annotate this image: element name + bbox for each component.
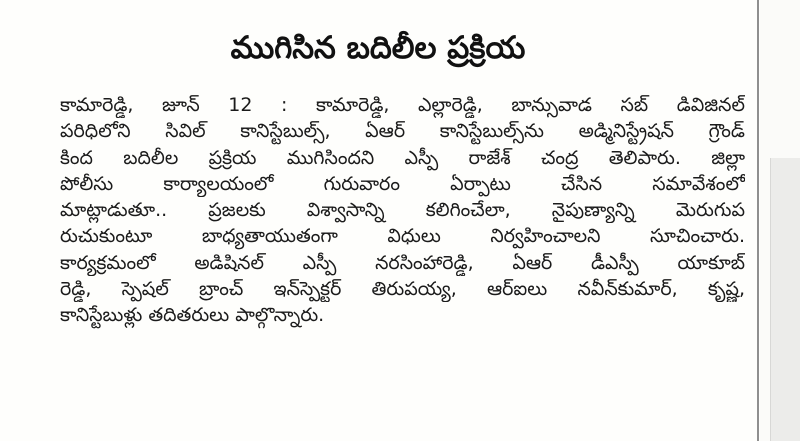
article-line-9: కానిస్టేబుళ్లు తదితరులు పాల్గొన్నారు. [60, 304, 325, 327]
article-line-6: రుచుకుంటూ బాధ్యతాయుతంగా విధులు నిర్వహించాలని సూచించారు. [60, 225, 745, 248]
article-line-7: కార్యక్రమంలో అడిషినల్ ఎస్పీ నరసింహారెడ్డి, ఏఆర్ డీఎస్పీ యాకూబ్ [60, 251, 745, 274]
adjacent-shaded-box [770, 158, 800, 441]
cut-off-previous-line [62, 0, 702, 15]
article-line-4: పోలీసు కార్యాలయంలో గురువారం ఏర్పాటు చేసిన సమావేశంలో [60, 172, 745, 195]
article-line-3: కింద బదిలీల ప్రక్రియ ముగిసిందని ఎస్పీ రాజేశ్ చంద్ర తెలిపారు. జిల్లా [60, 146, 745, 169]
article-line-2: పరిధిలోని సివిల్ కానిస్టేబుల్స్, ఏఆర్ కానిస్టేబుల్స్‌ను అడ్మినిస్ట్రేషన్ గ్రౌండ్ [60, 120, 745, 143]
article-line-1: కామారెడ్డి, జూన్ 12 : కామారెడ్డి, ఎల్లారెడ్డి, బాన్సువాడ సబ్ డివిజినల్ [60, 94, 745, 116]
column-divider [757, 0, 759, 441]
article-headline: ముగిసిన బదిలీల ప్రక్రియ [230, 30, 526, 66]
article-body [60, 92, 745, 329]
article-line-8: రెడ్డి, స్పెషల్ బ్రాంచ్ ఇన్‌స్పెక్టర్ తిరుపయ్య, ఆర్ఐలు నవీన్‌కుమార్, కృష్ణ, [60, 278, 745, 301]
article-line-5: మాట్లాడుతూ.. ప్రజలకు విశ్వాసాన్ని కలిగించేలా, నైపుణ్యాన్ని మెరుగుప [60, 199, 745, 222]
